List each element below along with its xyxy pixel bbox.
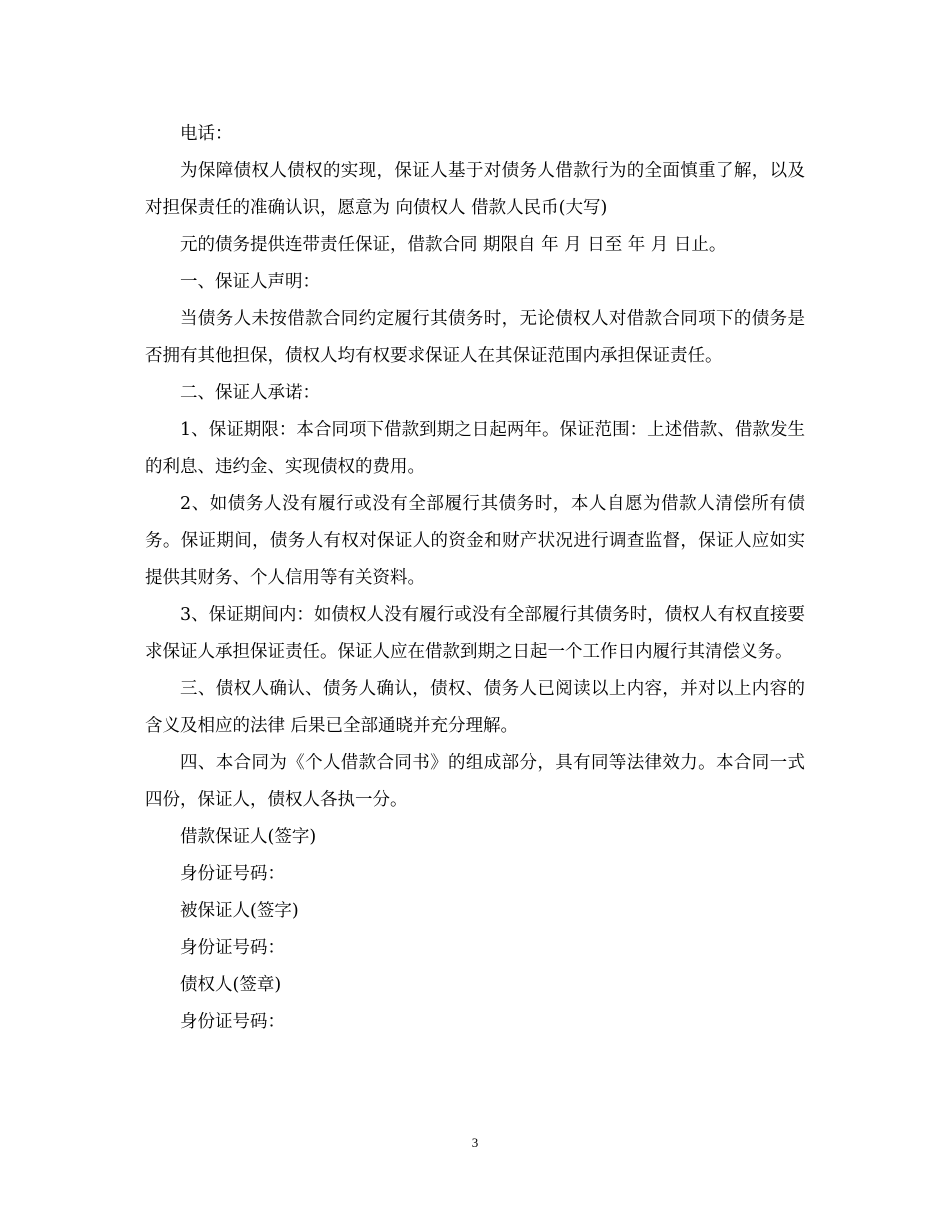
section-four-paragraph: 四、本合同为《个人借款合同书》的组成部分，具有同等法律效力。本合同一式四份，保证人，债权人各执一分。 (145, 753, 805, 810)
section-two-heading: 二、保证人承诺： (180, 383, 320, 403)
creditor-signature-label: 债权人(签章) (180, 975, 282, 995)
clause-1-paragraph: 1、保证期限：本合同项下借款到期之日起两年。保证范围：上述借款、借款发生的利息、违约金、实现债权的费用。 (145, 420, 805, 477)
section-three-paragraph: 三、债权人确认、债务人确认，债权、债务人已阅读以上内容，并对以上内容的含义及相应的法律 后果已全部通晓并充分理解。 (145, 679, 805, 736)
guaranteed-id-label: 身份证号码： (180, 938, 285, 958)
clause-3-paragraph: 3、保证期间内：如债权人没有履行或没有全部履行其债务时，债权人有权直接要求保证人承担保证责任。保证人应在借款到期之日起一个工作日内履行其清偿义务。 (145, 605, 805, 662)
clause-2-paragraph: 2、如债务人没有履行或没有全部履行其债务时，本人自愿为借款人清偿所有债务。保证期间，债务人有权对保证人的资金和财产状况进行调查监督，保证人应如实提供其财务、个人信用等有关资料。 (145, 494, 805, 588)
guarantee-term-paragraph: 元的债务提供连带责任保证，借款合同 期限自 年 月 日至 年 月 日止。 (180, 235, 727, 255)
guarantee-intro-paragraph: 为保障债权人债权的实现，保证人基于对债务人借款行为的全面慎重了解，以及对担保责任的准确认识，愿意为 向债权人 借款人民币(大写) (145, 161, 805, 218)
creditor-id-label: 身份证号码： (180, 1012, 285, 1032)
guaranteed-signature-label: 被保证人(签字) (180, 901, 299, 921)
guarantor-signature-label: 借款保证人(签字) (180, 827, 317, 847)
phone-label: 电话： (180, 124, 233, 144)
guarantor-id-label: 身份证号码： (180, 864, 285, 884)
page-number: 3 (471, 1135, 479, 1150)
section-one-heading: 一、保证人声明： (180, 272, 320, 292)
section-one-paragraph: 当债务人未按借款合同约定履行其债务时，无论债权人对借款合同项下的债务是否拥有其他担保，债权人均有权要求保证人在其保证范围内承担保证责任。 (145, 309, 805, 366)
document-body (145, 116, 805, 1041)
